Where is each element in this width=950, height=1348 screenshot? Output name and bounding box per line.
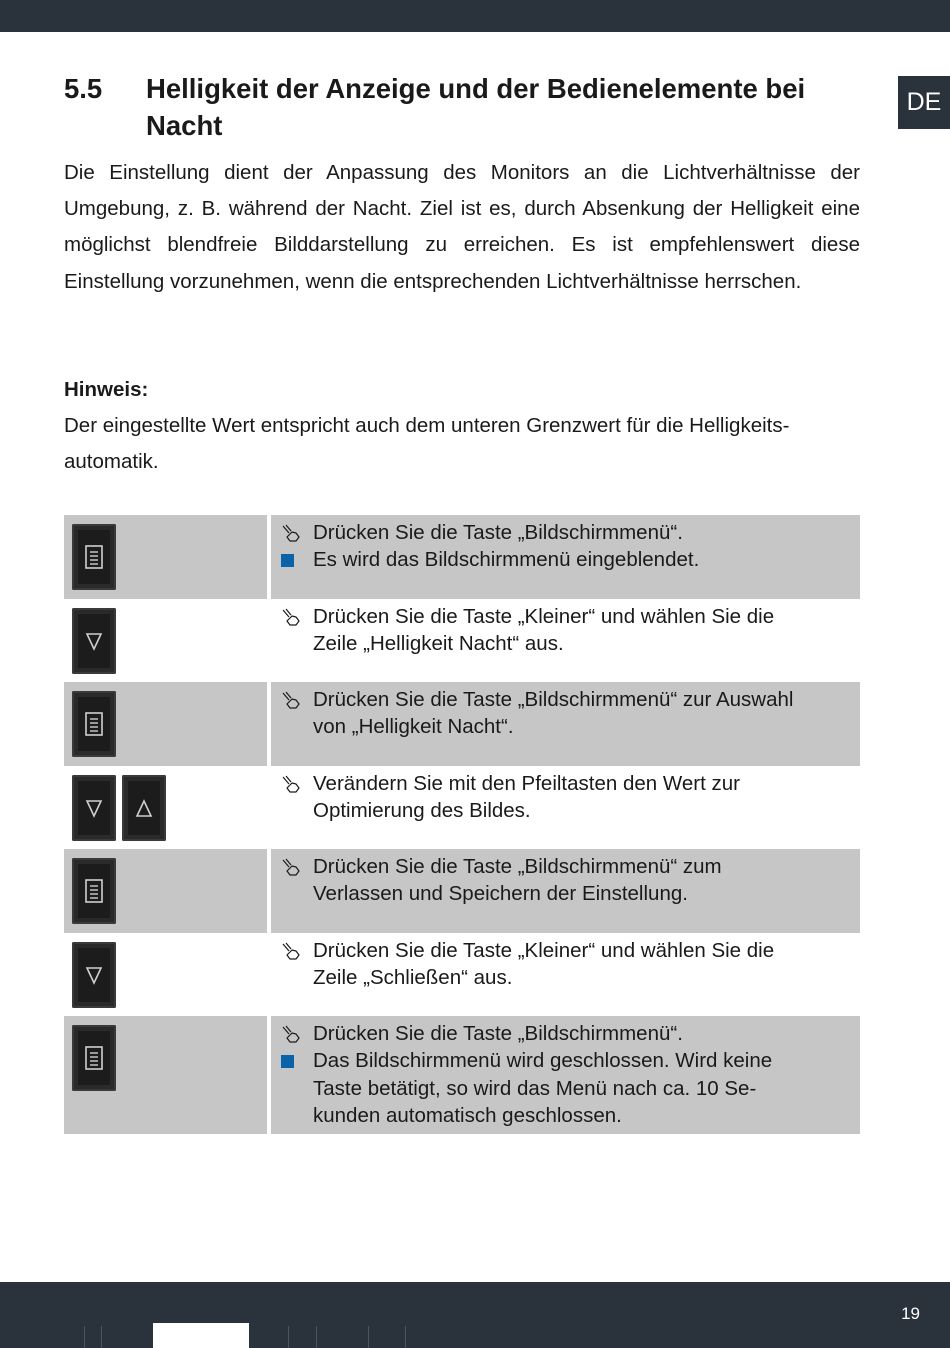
- header-bar: [0, 0, 950, 32]
- step-line-text: Drücken Sie die Taste „Kleiner“ und wählen Sie die: [313, 939, 775, 962]
- step-line: [278, 1075, 860, 1102]
- menu-button-icon: [72, 691, 116, 757]
- menu-button-icon: [72, 524, 116, 590]
- step-line-text: Es wird das Bildschirmmenü eingeblendet.: [313, 548, 700, 572]
- down-button-icon: [72, 608, 116, 674]
- step-line: [278, 797, 860, 824]
- hand-pointer-icon: [280, 691, 302, 709]
- step-keys: [64, 682, 267, 766]
- step-line: [278, 713, 860, 740]
- step-line-text: Drücken Sie die Taste „Bildschirmmenü“ zum: [313, 855, 722, 878]
- step-line-text: Verlassen und Speichern der Einstellung.: [313, 882, 688, 906]
- step-line-text: Zeile „Schließen“ aus.: [313, 966, 513, 990]
- step-line: [278, 1102, 860, 1129]
- up-button-icon: [122, 775, 166, 841]
- step-row: [64, 599, 860, 682]
- step-keys: [64, 933, 267, 1016]
- step-keys: [64, 515, 267, 599]
- section-number: 5.5: [64, 73, 103, 104]
- down-button-icon: [72, 775, 116, 841]
- step-keys: [64, 599, 267, 682]
- menu-button-icon: [72, 858, 116, 924]
- footer-bar: [0, 1282, 950, 1348]
- step-keys: [64, 849, 267, 933]
- step-row: [64, 682, 860, 766]
- page-number: 19: [901, 1304, 920, 1323]
- step-row: [64, 849, 860, 933]
- hand-pointer-icon: [280, 1025, 302, 1043]
- footer-divider: [288, 1326, 289, 1348]
- step-line: [278, 937, 860, 964]
- hand-pointer-icon: [280, 858, 302, 876]
- hand-pointer-icon: [280, 524, 302, 542]
- step-line: [278, 770, 860, 797]
- step-line: [278, 686, 860, 713]
- language-tab-label: DE: [906, 88, 942, 116]
- menu-button-icon: [72, 1025, 116, 1091]
- section-title: Helligkeit der Anzeige und der Bedienelemente bei Nacht: [146, 73, 806, 141]
- step-row: [64, 933, 860, 1016]
- footer-divider: [101, 1326, 102, 1348]
- step-body: [271, 682, 860, 766]
- step-line-text: Drücken Sie die Taste „Kleiner“ und wählen Sie die: [313, 605, 775, 628]
- note-text: [64, 408, 864, 480]
- step-row: [64, 1016, 860, 1134]
- step-table: [64, 515, 860, 1134]
- step-row: [64, 515, 860, 599]
- step-row: [64, 766, 860, 849]
- down-button-icon: [72, 942, 116, 1008]
- step-line: [278, 519, 860, 546]
- step-line-text: Drücken Sie die Taste „Bildschirmmenü“.: [313, 1022, 683, 1045]
- hand-pointer-icon: [280, 608, 302, 626]
- step-line-text: Zeile „Helligkeit Nacht“ aus.: [313, 632, 564, 656]
- step-body: [271, 599, 860, 682]
- step-body: [271, 849, 860, 933]
- footer-divider: [316, 1326, 317, 1348]
- step-line-text: Das Bildschirmmenü wird geschlossen. Wird keine: [313, 1049, 773, 1073]
- step-body: [271, 515, 860, 599]
- note-text-line: automatik.: [64, 450, 159, 474]
- note-text-line: Der eingestellte Wert entspricht auch dem unteren Grenzwert für die Helligkeits-: [64, 414, 790, 437]
- step-line-text: Drücken Sie die Taste „Bildschirmmenü“.: [313, 521, 683, 544]
- step-line: [278, 1020, 860, 1047]
- language-tab: [898, 76, 950, 129]
- step-keys: [64, 766, 267, 849]
- step-line: [278, 1047, 860, 1074]
- footer-divider: [84, 1326, 85, 1348]
- note-label: Hinweis:: [64, 378, 149, 401]
- step-line: [278, 603, 860, 630]
- step-body: [271, 766, 860, 849]
- hand-pointer-icon: [280, 942, 302, 960]
- result-square-icon: [281, 554, 294, 567]
- step-line-text: von „Helligkeit Nacht“.: [313, 715, 514, 739]
- result-square-icon: [281, 1055, 294, 1068]
- step-body: [271, 933, 860, 1016]
- footer-marker: [153, 1323, 249, 1348]
- step-line: [278, 853, 860, 880]
- step-body: [271, 1016, 860, 1134]
- step-line-text: kunden automatisch geschlossen.: [313, 1103, 622, 1127]
- footer-divider: [405, 1326, 406, 1348]
- step-line-text: Taste betätigt, so wird das Menü nach ca. 10 Se-: [313, 1076, 757, 1100]
- step-line-text: Drücken Sie die Taste „Bildschirmmenü“ zur Auswahl: [313, 688, 794, 711]
- step-line: [278, 880, 860, 907]
- step-line: [278, 630, 860, 657]
- hand-pointer-icon: [280, 775, 302, 793]
- step-line-text: Optimierung des Bildes.: [313, 799, 531, 823]
- intro-paragraph: Die Einstellung dient der Anpassung des Monitors an die Lichtverhältnisse der Umgebung, z. B. während der Nacht. Ziel ist es, durch Absenkung der Helligkeit eine möglichst blendfreie Bilddarstellung zu erreichen. Es ist empfehlenswert diese Einstellung vorzunehmen, wenn die entsprechenden Lichtverhältnisse herrschen.: [64, 161, 860, 293]
- step-keys: [64, 1016, 267, 1134]
- footer-divider: [368, 1326, 369, 1348]
- step-line: [278, 964, 860, 991]
- step-line-text: Verändern Sie mit den Pfeiltasten den Wert zur: [313, 772, 740, 795]
- step-line: [278, 546, 860, 573]
